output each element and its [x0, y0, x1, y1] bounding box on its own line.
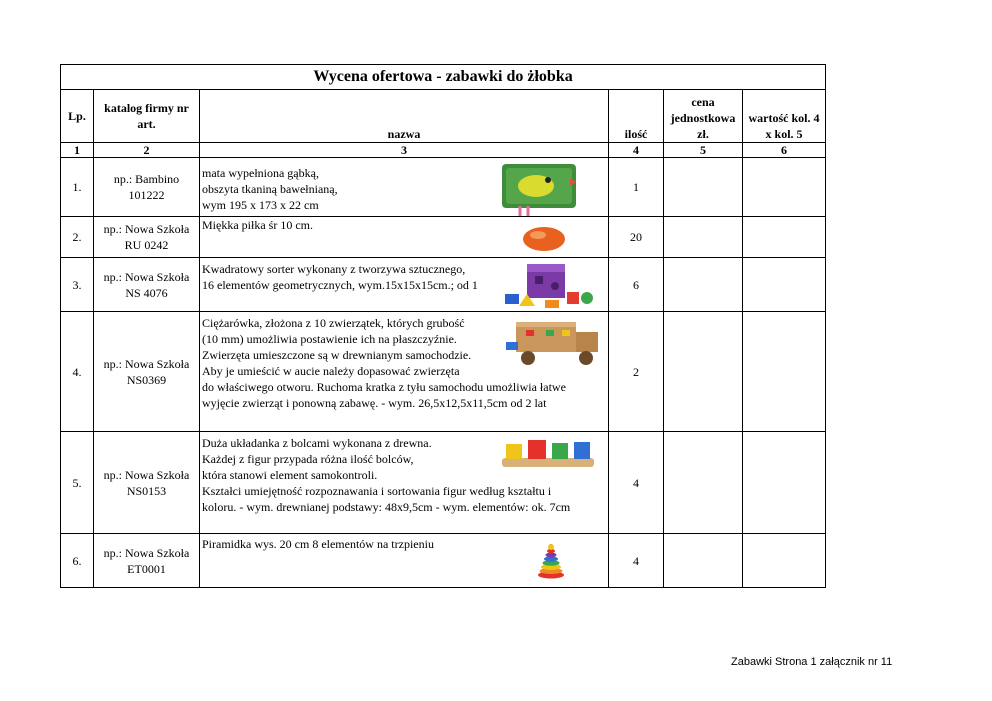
desc-line: (10 mm) umożliwia postawienie ich na płaszczyźnie. — [202, 332, 457, 346]
catalog-line: 101222 — [128, 188, 165, 202]
desc-line: Kwadratowy sorter wykonany z tworzywa sztucznego, — [202, 262, 466, 276]
row-value[interactable] — [743, 432, 826, 534]
table-row — [61, 312, 826, 432]
row-description — [200, 158, 609, 217]
column-number: 2 — [94, 143, 200, 158]
desc-line: do właściwego otworu. Ruchoma kratka z tyłu samochodu umożliwia łatwe — [202, 380, 566, 394]
row-qty: 20 — [609, 217, 664, 258]
header-qty: ilość — [609, 90, 664, 143]
catalog-line: NS 4076 — [125, 285, 168, 300]
desc-line: obszyta tkaniną bawełnianą, — [202, 182, 338, 196]
desc-line: Ciężarówka, złożona z 10 zwierzątek, których grubość — [202, 316, 465, 330]
table-row — [61, 258, 826, 312]
row-catalog — [94, 312, 200, 432]
table-row — [61, 534, 826, 588]
page-footer: Zabawki Strona 1 załącznik nr 11 — [731, 656, 893, 668]
desc-line: Miękka piłka śr 10 cm. — [202, 218, 313, 232]
catalog-line: NS0153 — [126, 483, 167, 498]
row-description — [200, 258, 609, 312]
row-lp: 3. — [61, 258, 94, 312]
desc-line: Duża układanka z bolcami wykonana z drewna. — [202, 436, 432, 450]
catalog-line: RU 0242 — [124, 238, 169, 252]
row-lp: 6. — [61, 534, 94, 588]
row-description — [200, 217, 609, 258]
row-catalog — [94, 258, 200, 312]
desc-line: Aby je umieścić w aucie należy dopasować zwierzęta — [202, 364, 460, 378]
row-catalog — [94, 217, 200, 258]
desc-line: mata wypełniona gąbką, — [202, 166, 319, 180]
row-qty: 4 — [609, 534, 664, 588]
catalog-line: np.: Nowa Szkoła — [103, 269, 190, 284]
desc-line: Piramidka wys. 20 cm 8 elementów na trzpieniu — [202, 537, 434, 551]
column-number: 5 — [664, 143, 743, 158]
row-description — [200, 432, 609, 534]
header-value: wartość kol. 4 x kol. 5 — [743, 90, 826, 143]
row-unit-price[interactable] — [664, 158, 743, 217]
desc-line: koloru. - wym. drewnianej podstawy: 48x9,5cm - wym. elementów: ok. 7cm — [202, 500, 571, 514]
row-value[interactable] — [743, 217, 826, 258]
row-catalog — [94, 158, 200, 217]
quotation-table — [60, 64, 826, 588]
row-qty: 2 — [609, 312, 664, 432]
row-lp: 2. — [61, 217, 94, 258]
catalog-line: np.: Nowa Szkoła — [103, 222, 190, 236]
desc-line: Kształci umiejętność rozpoznawania i sortowania figur według kształtu i — [202, 484, 552, 498]
row-description — [200, 534, 609, 588]
header-lp: Lp. — [61, 90, 94, 143]
row-value[interactable] — [743, 158, 826, 217]
row-lp: 5. — [61, 432, 94, 534]
row-unit-price[interactable] — [664, 217, 743, 258]
row-qty: 1 — [609, 158, 664, 217]
catalog-line: np.: Nowa Szkoła — [103, 467, 190, 482]
row-qty: 6 — [609, 258, 664, 312]
column-number: 6 — [743, 143, 826, 158]
header-name: nazwa — [200, 90, 609, 143]
row-unit-price[interactable] — [664, 258, 743, 312]
row-value[interactable] — [743, 258, 826, 312]
table-row — [61, 432, 826, 534]
desc-line: wym 195 x 173 x 22 cm — [202, 198, 319, 212]
table-row — [61, 217, 826, 258]
catalog-line: np.: Bambino — [113, 172, 180, 186]
desc-line: wyjęcie zwierząt i ponowną zabawę. - wym. 26,5x12,5x11,5cm od 2 lat — [202, 396, 547, 410]
row-qty: 4 — [609, 432, 664, 534]
row-unit-price[interactable] — [664, 312, 743, 432]
catalog-line: np.: Nowa Szkoła — [103, 356, 190, 371]
row-lp: 4. — [61, 312, 94, 432]
catalog-line: NS0369 — [126, 372, 167, 387]
desc-line: która stanowi element samokontroli. — [202, 468, 378, 482]
catalog-line: ET0001 — [127, 561, 166, 576]
header-unit-price: cena jednostkowa zł. — [664, 90, 743, 143]
row-catalog — [94, 534, 200, 588]
row-catalog — [94, 432, 200, 534]
row-description — [200, 312, 609, 432]
row-unit-price[interactable] — [664, 534, 743, 588]
row-value[interactable] — [743, 312, 826, 432]
column-number: 1 — [61, 143, 94, 158]
column-number: 4 — [609, 143, 664, 158]
row-value[interactable] — [743, 534, 826, 588]
desc-line: Każdej z figur przypada różna ilość bolców, — [202, 452, 414, 466]
row-lp: 1. — [61, 158, 94, 217]
table-row — [61, 158, 826, 217]
row-unit-price[interactable] — [664, 432, 743, 534]
catalog-line: np.: Nowa Szkoła — [103, 545, 190, 560]
table-title: Wycena ofertowa - zabawki do żłobka — [61, 65, 826, 90]
desc-line: 16 elementów geometrycznych, wym.15x15x15cm.; od 1 — [202, 278, 478, 292]
desc-line: Zwierzęta umieszczone są w drewnianym samochodzie. — [202, 348, 472, 362]
column-number: 3 — [200, 143, 609, 158]
header-catalog: katalog firmy nr art. — [94, 90, 200, 143]
